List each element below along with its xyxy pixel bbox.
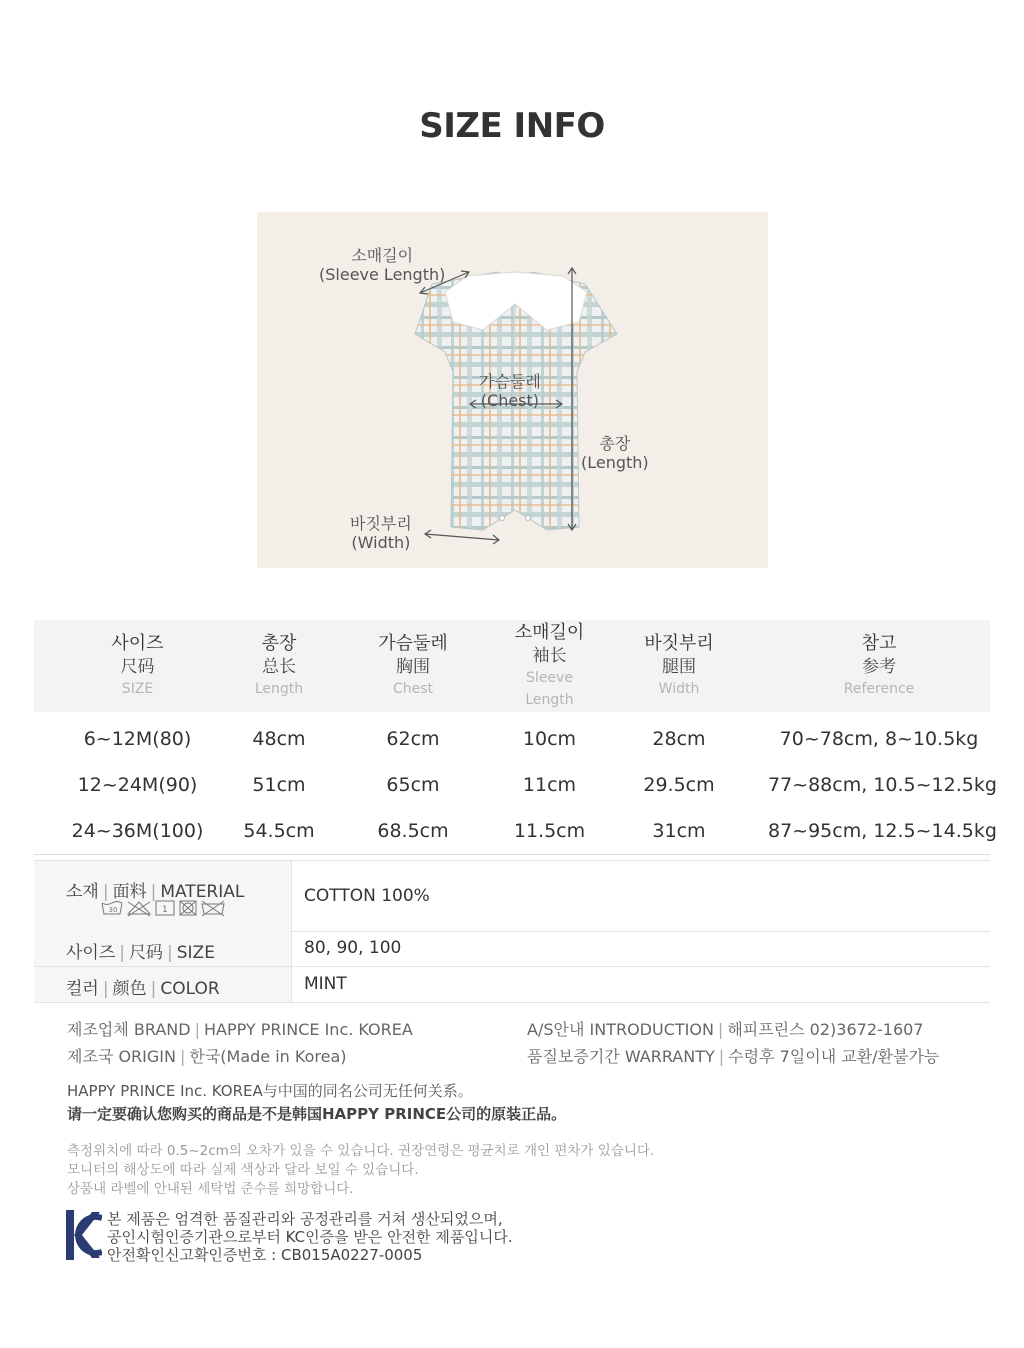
header-chest: 가슴둘레 胸围 Chest (378, 633, 448, 697)
sleeve-label: 소매길이 (Sleeve Length) (319, 246, 446, 284)
svg-text:1: 1 (162, 905, 168, 915)
cell-reference: 87~95cm, 12.5~14.5kg (768, 820, 997, 842)
size-table-header (34, 620, 990, 712)
header-width: 바짓부리 腿围 Width (644, 633, 714, 697)
cell-sleeve: 11.5cm (513, 820, 586, 842)
spec-label-material: 소재 | 面料 | MATERIAL 30 1 (34, 861, 292, 931)
page-title: SIZE INFO (419, 106, 605, 146)
cell-width: 29.5cm (643, 774, 715, 796)
as-info: A/S안내 INTRODUCTION | 해피프린스 02)3672-1607 (527, 1020, 924, 1039)
kc-line3: 안전확인신고확인증번호 : CB015A0227-0005 (107, 1246, 423, 1264)
spec-label-color: 컬러 | 颜色 | COLOR (34, 967, 292, 1002)
cell-width: 31cm (652, 820, 706, 842)
maker-origin: 제조국 ORIGIN | 한국(Made in Korea) (67, 1047, 347, 1066)
cell-size: 6~12M(80) (83, 728, 192, 750)
width-label: 바짓부리 (Width) (350, 514, 412, 552)
cell-size: 24~36M(100) (71, 820, 204, 842)
china-notice-line1: HAPPY PRINCE Inc. KOREA与中国的同名公司无任何关系。 (67, 1082, 473, 1100)
cell-length: 51cm (252, 774, 306, 796)
maker-brand: 제조업체 BRAND | HAPPY PRINCE Inc. KOREA (67, 1020, 413, 1039)
table-row (34, 762, 990, 808)
cell-reference: 77~88cm, 10.5~12.5kg (768, 774, 997, 796)
cell-chest: 65cm (386, 774, 440, 796)
size-table (34, 620, 997, 854)
table-row (34, 808, 990, 854)
kc-mark-icon (66, 1210, 102, 1260)
note-line: 측정위치에 따라 0.5~2cm의 오차가 있을 수 있습니다. 권장연령은 평균치로 개인 편차가 있습니다. (67, 1143, 655, 1159)
kc-line2: 공인시험인증기관으로부터 KC인증을 받은 안전한 제품입니다. (107, 1228, 513, 1246)
spec-row-material (34, 860, 990, 932)
chest-label: 가슴둘레 (Chest) (479, 372, 541, 410)
spec-row-size (34, 931, 990, 967)
cell-length: 54.5cm (243, 820, 315, 842)
header-reference: 참고 参考 Reference (843, 633, 915, 697)
spec-value-color: MINT (304, 974, 347, 994)
cell-chest: 62cm (386, 728, 440, 750)
cell-chest: 68.5cm (377, 820, 449, 842)
length-label: 총장 (Length) (581, 434, 649, 472)
care-symbols-icon (100, 899, 228, 917)
table-row (34, 712, 990, 762)
cell-sleeve: 11cm (522, 774, 577, 796)
spec-label-size: 사이즈 | 尺码 | SIZE (34, 931, 292, 966)
header-length: 총장 总长 Length (254, 633, 304, 697)
warranty-info: 품질보증기간 WARRANTY | 수령후 7일이내 교환/환불가능 (527, 1047, 940, 1066)
spec-value-size: 80, 90, 100 (304, 938, 402, 958)
kc-line1: 본 제품은 엄격한 품질관리와 공정관리를 거쳐 생산되었으며, (107, 1210, 503, 1228)
spec-value-material: COTTON 100% (304, 886, 430, 906)
china-notice-line2: 请一定要确认您购买的商品是不是韩国HAPPY PRINCE公司的原装正品。 (67, 1105, 567, 1123)
cell-sleeve: 10cm (522, 728, 577, 750)
garment-diagram (257, 212, 768, 568)
header-sleeve: 소매길이 袖长 Sleeve Length (514, 622, 585, 708)
header-size: 사이즈 尺码 SIZE (111, 633, 164, 697)
svg-text:30: 30 (108, 906, 118, 914)
divider (34, 854, 990, 855)
spec-row-color (34, 967, 990, 1003)
cell-width: 28cm (652, 728, 706, 750)
cell-reference: 70~78cm, 8~10.5kg (779, 728, 979, 750)
note-line: 상품내 라벨에 안내된 세탁법 준수를 희망합니다. (67, 1181, 354, 1197)
note-line: 모니터의 해상도에 따라 실제 색상과 달라 보일 수 있습니다. (67, 1162, 419, 1178)
cell-length: 48cm (252, 728, 306, 750)
cell-size: 12~24M(90) (77, 774, 198, 796)
